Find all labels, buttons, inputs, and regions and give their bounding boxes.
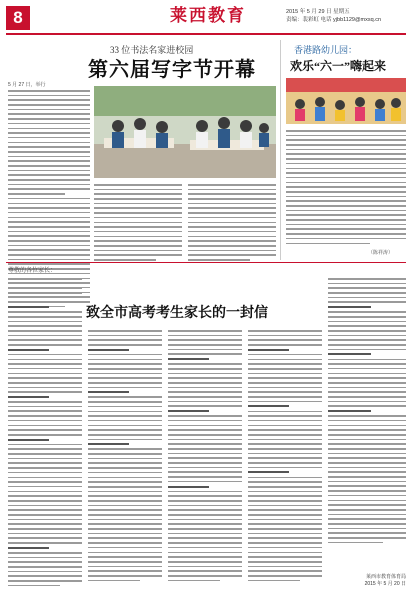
letter-col2 <box>88 330 162 584</box>
issue-date: 2015 年 5 月 29 日 星期五 <box>286 9 350 15</box>
letter-col1 <box>8 278 82 589</box>
main-article-headline: 第六届写字节开幕 <box>88 59 256 81</box>
column-divider <box>280 40 281 260</box>
side-article-kicker: 香港路幼儿园： <box>294 45 358 55</box>
page-number: 8 <box>6 6 30 30</box>
main-article-photo <box>94 86 276 178</box>
editor-contact: 责编：裴彩虹 电话 yjbb1129@mxsq.cn <box>286 17 382 23</box>
main-article-opening: 5 月 27 日，举行 <box>8 82 46 88</box>
letter-signoff-org: 莱西市教育体育局 <box>365 574 406 580</box>
masthead-rule <box>6 33 406 35</box>
letter-col5 <box>328 278 406 546</box>
letter-signoff-date: 2015 年 5 月 20 日 <box>364 581 406 587</box>
issue-info <box>286 8 406 24</box>
main-article-kicker: 33 位书法名家进校园 <box>110 45 194 55</box>
side-article-photo <box>286 78 406 124</box>
masthead <box>0 0 412 40</box>
publication-title: 莱西教育 <box>170 6 246 25</box>
letter-col3 <box>168 330 242 584</box>
kindergarten-photo-art <box>286 78 406 124</box>
main-article-col2 <box>94 184 182 264</box>
main-article-col3 <box>188 184 276 264</box>
side-article-body <box>286 130 406 247</box>
letter-headline: 致全市高考考生家长的一封信 <box>86 306 268 321</box>
side-article-byline: （陈祥涛） <box>368 250 394 256</box>
classroom-photo-art <box>94 86 276 178</box>
letter-col4 <box>248 330 322 584</box>
letter-signoff <box>352 574 406 588</box>
section-divider <box>6 262 406 263</box>
side-article-headline: 欢乐“六一”嗨起来 <box>290 59 387 73</box>
letter-salutation: 尊敬的各位家长： <box>8 268 57 274</box>
